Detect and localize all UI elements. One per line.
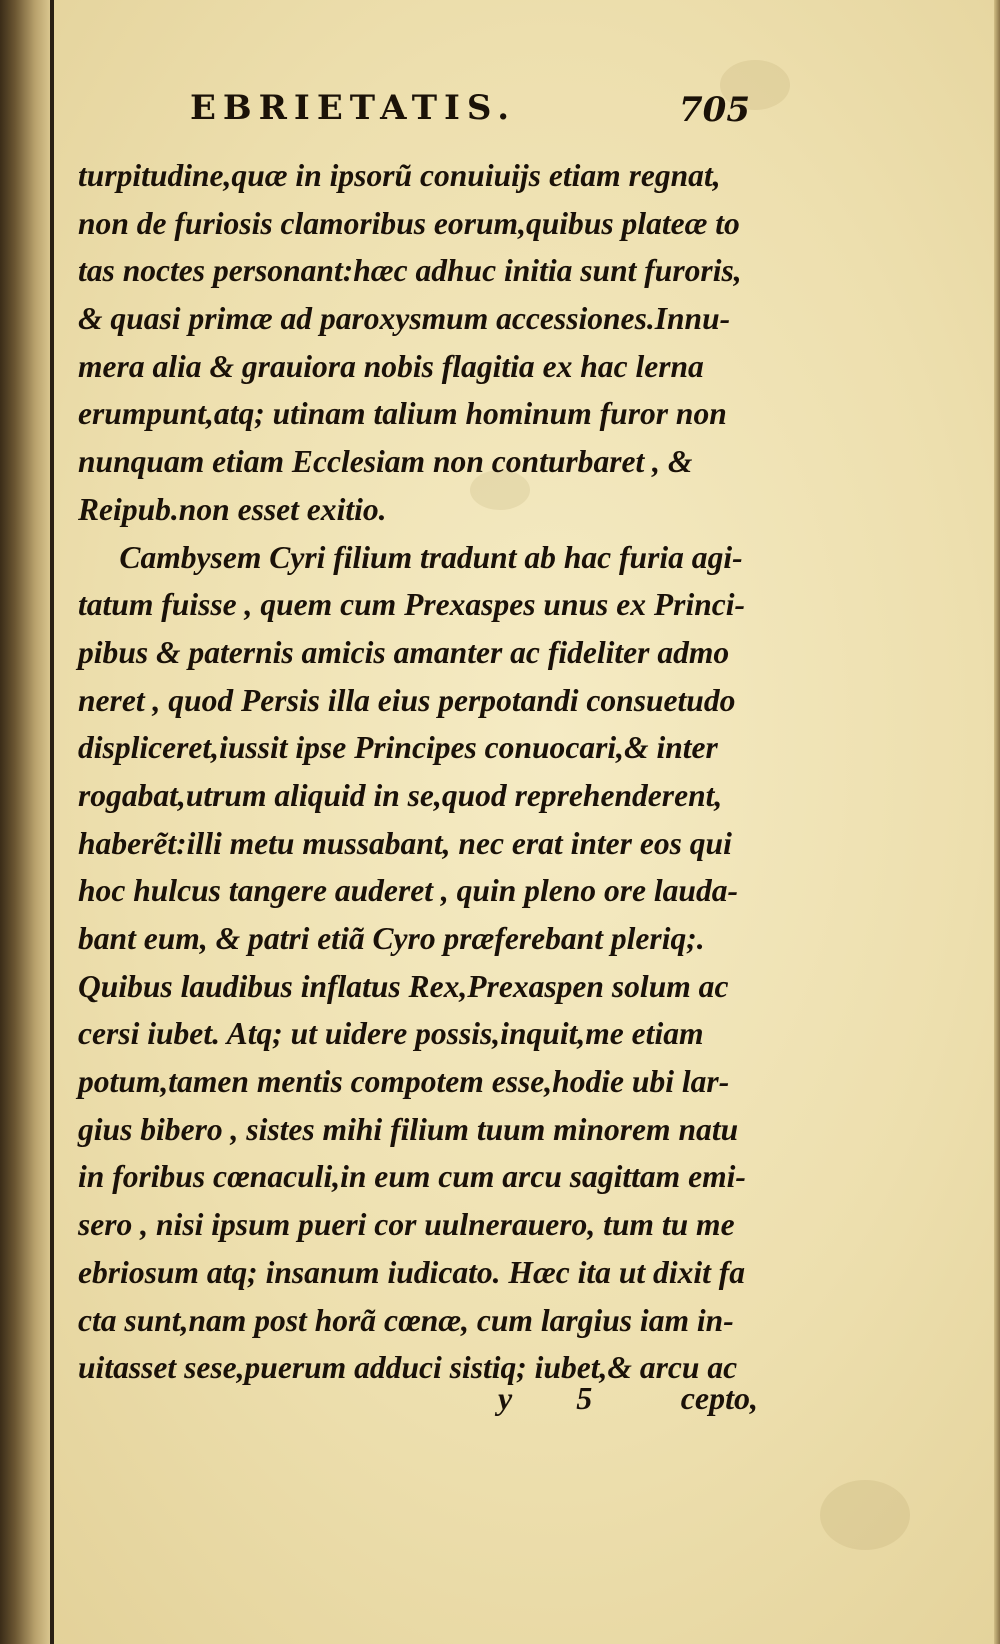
text-line: turpitudine,quæ in ipsorũ conuiuijs etiam regnat, [78, 157, 721, 193]
binding-edge [0, 0, 50, 1644]
text-line: mera alia & grauiora nobis flagitia ex hac lerna [78, 347, 704, 384]
text-line: uitasset sese,puerum adduci sistiq; iubet,& arcu ac [78, 1349, 738, 1386]
text-line: Cambysem Cyri filium tradunt ab hac furia agi- [119, 538, 743, 575]
text-line: cta sunt,nam post horã cœnæ, cum largius iam in- [78, 1301, 734, 1338]
text-line: tatum fuisse , quem cum Prexaspes unus ex Princi- [78, 586, 746, 623]
text-line: neret , quod Persis illa eius perpotandi consuetudo [78, 681, 736, 718]
page-number: 705 [679, 90, 750, 130]
page-header [190, 88, 750, 138]
text-line: rogabat,utrum aliquid in se,quod reprehenderent, [78, 776, 723, 813]
text-line: Quibus laudibus inflatus Rex,Prexaspen solum ac [78, 967, 729, 1004]
text-line: Reipub.non esset exitio. [78, 490, 387, 527]
text-line: pibus & paternis amicis amanter ac fideliter admo [78, 633, 730, 670]
text-line: in foribus cœnaculi,in eum cum arcu sagittam emi- [78, 1158, 746, 1195]
text-line: gius bibero , sistes mihi filium tuum minorem natu [78, 1110, 739, 1147]
text-line: non de furiosis clamoribus eorum,quibus plateæ to [78, 204, 740, 241]
text-line: nunquam etiam Ecclesiam non conturbaret , & [78, 443, 693, 480]
text-line: displiceret,iussit ipse Principes conuocari,& inter [78, 729, 718, 766]
text-line: bant eum, & patri etiã Cyro præferebant pleriq;. [78, 920, 705, 956]
text-line: ebriosum atq; insanum iudicato. Hæc ita ut dixit fa [78, 1253, 746, 1290]
gutter-line [50, 0, 54, 1644]
text-line: erumpunt,atq; utinam talium hominum furor non [78, 395, 727, 432]
page-right-edge [994, 0, 1000, 1644]
signature-mark: y 5 [498, 1380, 621, 1416]
running-title: EBRIETATIS. [190, 88, 517, 128]
paper-stain [820, 1480, 910, 1550]
catchword: cepto, [680, 1380, 758, 1416]
text-line: tas noctes personant:hæc adhuc initia sunt furoris, [78, 252, 742, 289]
text-line: haberẽt:illi metu mussabant, nec erat inter eos qui [78, 824, 732, 861]
text-line: & quasi primæ ad paroxysmum accessiones.Innu- [78, 300, 731, 337]
text-line: potum,tamen mentis compotem esse,hodie ubi lar- [78, 1063, 730, 1100]
body-text [78, 152, 768, 1392]
text-line: sero , nisi ipsum pueri cor uulnerauero, tum tu me [78, 1206, 735, 1243]
text-line: cersi iubet. Atq; ut uidere possis,inquit,me etiam [78, 1015, 704, 1052]
page-footer [78, 1380, 768, 1428]
text-line: hoc hulcus tangere auderet , quin pleno ore lauda- [78, 872, 739, 909]
